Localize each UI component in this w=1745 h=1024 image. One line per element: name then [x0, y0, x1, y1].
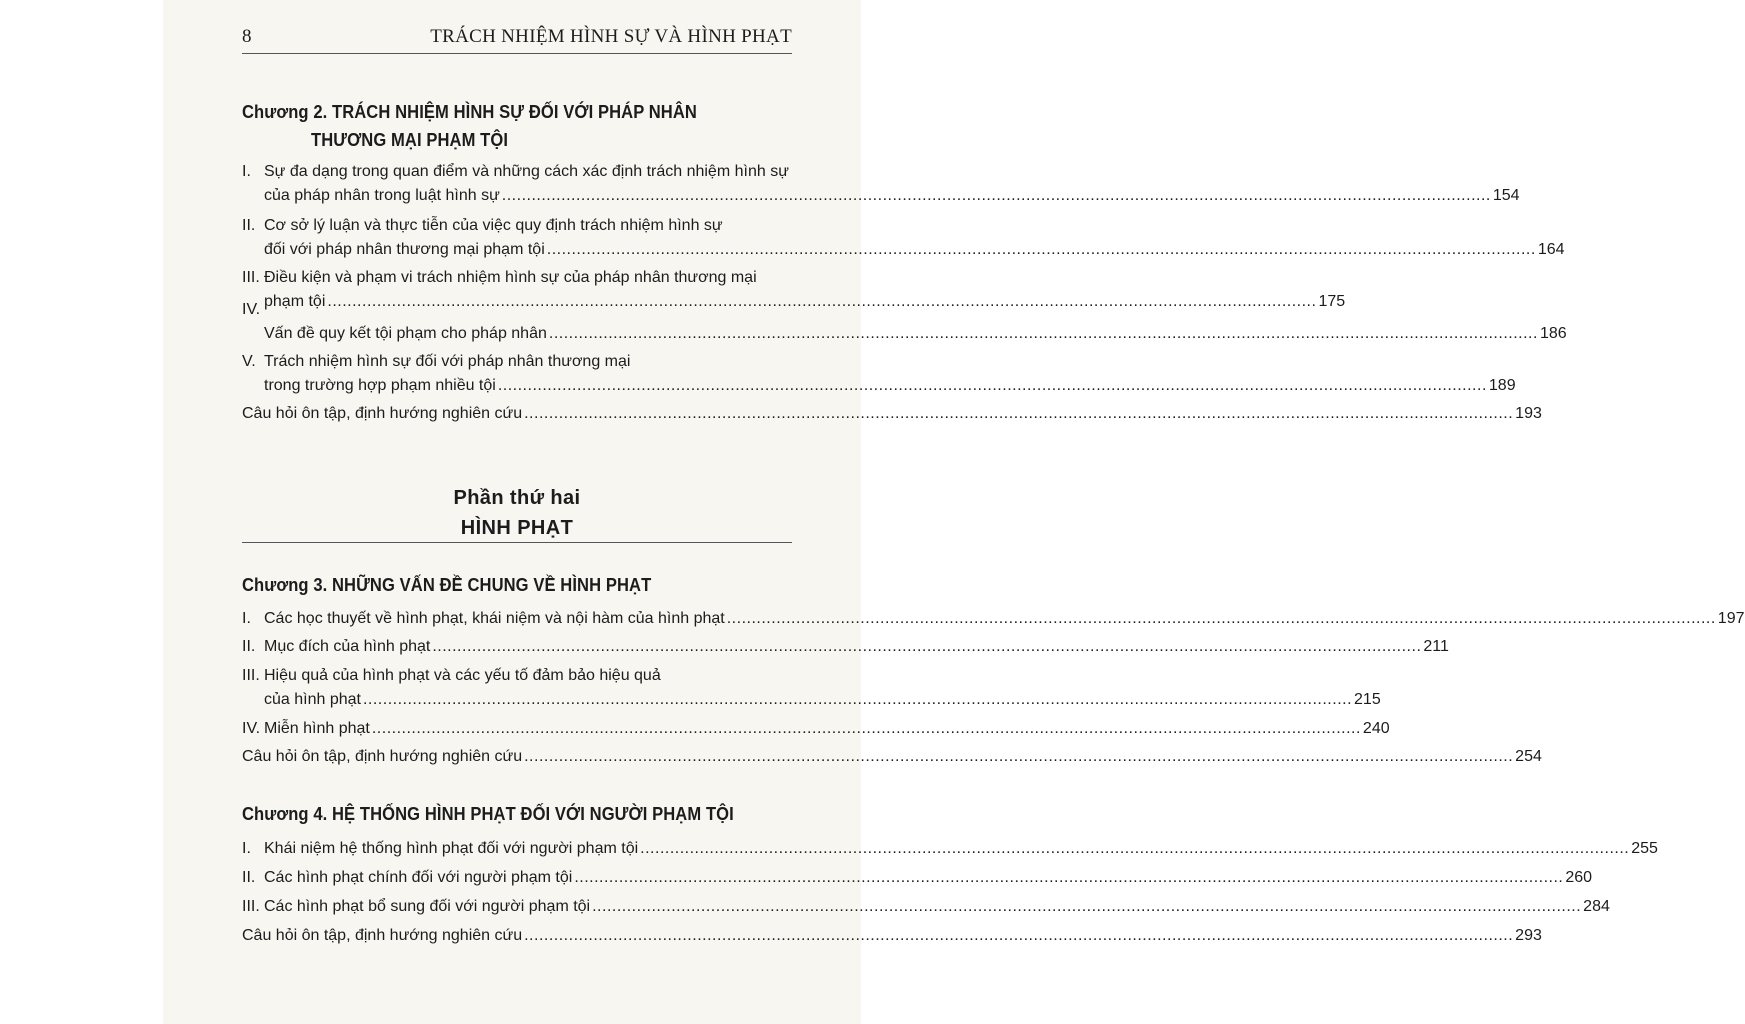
page-ref: 186 — [1539, 325, 1567, 342]
chapter-3-title: Chương 3. NHỮNG VẤN ĐỀ CHUNG VỀ HÌNH PHẠT — [242, 575, 652, 595]
entry-number: I. — [242, 610, 251, 627]
leader-dots: ........................................................................................................................................................................................................ — [501, 187, 1491, 204]
entry-text: Câu hỏi ôn tập, định hướng nghiên cứu — [242, 927, 523, 944]
part-label: Phần thứ hai — [453, 487, 581, 509]
entry-text: Các hình phạt bổ sung đối với người phạm tội — [264, 898, 591, 915]
part-rule — [242, 542, 792, 543]
entry-text: Câu hỏi ôn tập, định hướng nghiên cứu — [242, 405, 523, 422]
page-ref: 193 — [1515, 405, 1542, 422]
entry-text: trong trường hợp phạm nhiều tội — [264, 377, 496, 394]
part-two-heading — [242, 483, 792, 543]
entry-text: Khái niệm hệ thống hình phạt đối với người phạm tội — [264, 840, 639, 857]
entry-text: Miễn hình phạt — [264, 720, 370, 737]
entry-number: I. — [242, 840, 251, 857]
leader-dots: ........................................................................................................................................................................................................ — [524, 748, 1514, 765]
entry-text: Vấn đề quy kết tội phạm cho pháp nhân — [264, 325, 547, 342]
chapter-2-title-line-1: Chương 2. TRÁCH NHIỆM HÌNH SỰ ĐỐI VỚI PHÁP NHÂN — [242, 102, 697, 122]
entry-text: Các hình phạt chính đối với người phạm tội — [264, 869, 573, 886]
chapter-4-title: Chương 4. HỆ THỐNG HÌNH PHẠT ĐỐI VỚI NGƯỜI PHẠM TỘI — [242, 804, 734, 824]
leader-dots: ........................................................................................................................................................................................................ — [640, 840, 1630, 857]
leader-dots: ........................................................................................................................................................................................................ — [726, 610, 1716, 627]
entry-number: III. — [242, 269, 260, 286]
entry-text: Cơ sở lý luận và thực tiễn của việc quy định trách nhiệm hình sự — [264, 217, 723, 234]
page-number: 8 — [242, 26, 252, 47]
entry-text: đối với pháp nhân thương mại phạm tội — [264, 241, 545, 258]
leader-dots: ........................................................................................................................................................................................................ — [524, 405, 1514, 422]
part-title: HÌNH PHẠT — [460, 517, 574, 539]
leader-dots: ........................................................................................................................................................................................................ — [524, 927, 1514, 944]
chapter-2-title-line-2: THƯƠNG MẠI PHẠM TỘI — [311, 130, 509, 150]
entry-text: Câu hỏi ôn tập, định hướng nghiên cứu — [242, 748, 523, 765]
leader-dots: ........................................................................................................................................................................................................ — [574, 869, 1564, 886]
entry-number: IV. — [242, 301, 261, 318]
leader-dots: ........................................................................................................................................................................................................ — [548, 325, 1538, 342]
entry-text: của hình phạt — [264, 691, 361, 708]
leader-dots: ........................................................................................................................................................................................................ — [362, 691, 1353, 708]
page-ref: 197 — [1717, 610, 1745, 627]
page-ref: 260 — [1565, 869, 1593, 886]
entry-text: Các học thuyết về hình phạt, khái niệm và nội hàm của hình phạt — [264, 610, 725, 627]
page-ref: 215 — [1354, 691, 1381, 708]
page-ref: 284 — [1583, 898, 1610, 915]
entry-number: IV. — [242, 720, 261, 737]
entry-number: II. — [242, 217, 256, 234]
page-ref: 254 — [1515, 748, 1542, 765]
entry-text: phạm tội — [264, 293, 326, 310]
page-ref: 240 — [1362, 720, 1390, 737]
entry-number: V. — [242, 353, 256, 370]
running-header — [242, 22, 792, 52]
leader-dots: ........................................................................................................................................................................................................ — [327, 293, 1317, 310]
entry-number: III. — [242, 898, 260, 915]
chapter-2-title — [242, 98, 697, 154]
page-ref: 154 — [1492, 187, 1520, 204]
entry-number: II. — [242, 869, 256, 886]
entry-text: Hiệu quả của hình phạt và các yếu tố đảm bảo hiệu quả — [264, 667, 661, 684]
page-ref: 164 — [1537, 241, 1565, 258]
entry-text: Điều kiện và phạm vi trách nhiệm hình sự của pháp nhân thương mại — [264, 269, 757, 286]
leader-dots: ........................................................................................................................................................................................................ — [371, 720, 1361, 737]
header-rule — [242, 53, 792, 54]
entry-number: III. — [242, 667, 260, 684]
page-ref: 255 — [1631, 840, 1658, 857]
leader-dots: ........................................................................................................................................................................................................ — [546, 241, 1536, 258]
entry-text: Mục đích của hình phạt — [264, 638, 431, 655]
page-ref: 189 — [1488, 377, 1516, 394]
page-ref: 211 — [1423, 638, 1449, 655]
page-ref: 175 — [1318, 293, 1346, 310]
entry-number: II. — [242, 638, 256, 655]
entry-text: Trách nhiệm hình sự đối với pháp nhân thương mại — [264, 353, 631, 370]
leader-dots: ........................................................................................................................................................................................................ — [432, 638, 1422, 655]
page-ref: 293 — [1515, 927, 1542, 944]
leader-dots: ........................................................................................................................................................................................................ — [497, 377, 1487, 394]
entry-text: Sự đa dạng trong quan điểm và những cách xác định trách nhiệm hình sự — [264, 163, 789, 180]
entry-number: I. — [242, 163, 251, 180]
leader-dots: ........................................................................................................................................................................................................ — [592, 898, 1582, 915]
running-title: TRÁCH NHIỆM HÌNH SỰ VÀ HÌNH PHẠT — [430, 26, 792, 47]
entry-text: của pháp nhân trong luật hình sự — [264, 187, 500, 204]
